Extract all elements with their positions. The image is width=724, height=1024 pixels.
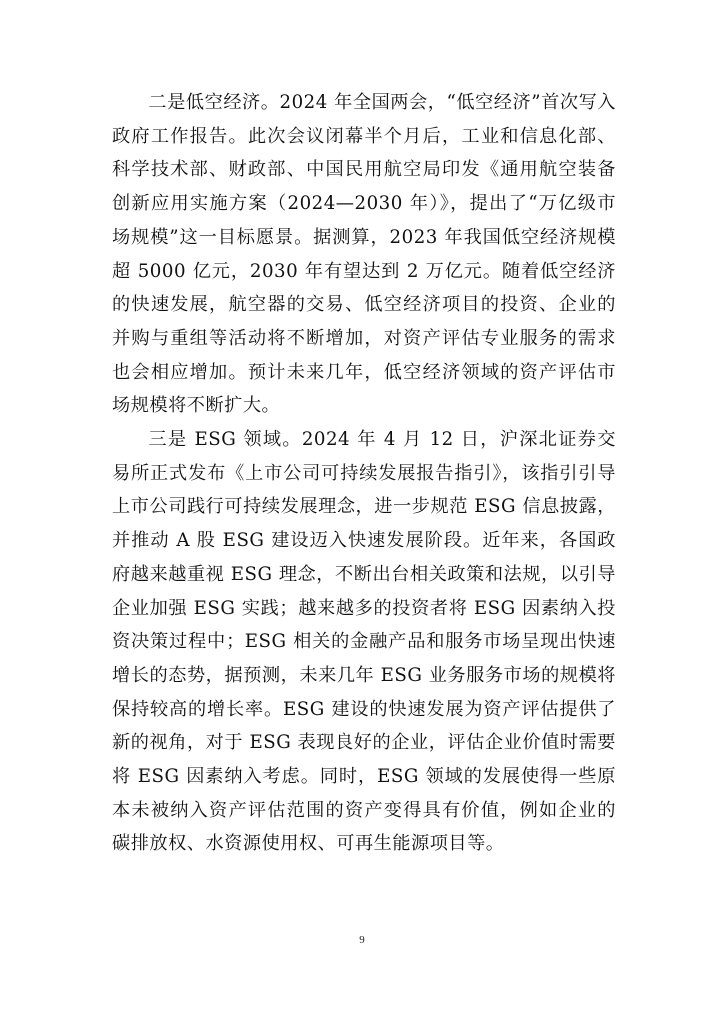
paragraph-low-altitude-economy: 二是低空经济。2024 年全国两会，“低空经济”首次写入政府工作报告。此次会议闭幕半个月后，工业和信息化部、科学技术部、财政部、中国民用航空局印发《通用航空装备创新应用实施方案（2024—2030 年）》，提出了“万亿级市场规模”这一目标愿景。据测算，2023 年我国低空经济规模超 5000 亿元，2030 年有望达到 2 万亿元。随着低空经济的快速发展，航空器的交易、低空经济项目的投资、企业的并购与重组等活动将不断增加，对资产评估专业服务的需求也会相应增加。预计未来几年，低空经济领域的资产评估市场规模将不断扩大。 [112,92,616,417]
page-number: 9 [359,934,365,946]
paragraph-esg: 三是 ESG 领域。2024 年 4 月 12 日，沪深北证券交易所正式发布《上市公司可持续发展报告指引》，该指引引导上市公司践行可持续发展理念，进一步规范 ESG 信息披露，并推动 A 股 ESG 建设迈入快速发展阶段。近年来，各国政府越来越重视 ESG 理念，不断出台相关政策和法规，以引导企业加强 ESG 实践；越来越多的投资者将 ESG 因素纳入投资决策过程中；ESG 相关的金融产品和服务市场呈现出快速增长的态势，据预测，未来几年 ESG 业务服务市场的规模将保持较高的增长率。ESG 建设的快速发展为资产评估提供了新的视角，对于 ESG 表现良好的企业，评估企业价值时需要将 ESG 因素纳入考虑。同时，ESG 领域的发展使得一些原本未被纳入资产评估范围的资产变得具有价值，例如企业的碳排放权、水资源使用权、可再生能源项目等。 [112,429,616,855]
body-text [112,86,616,861]
